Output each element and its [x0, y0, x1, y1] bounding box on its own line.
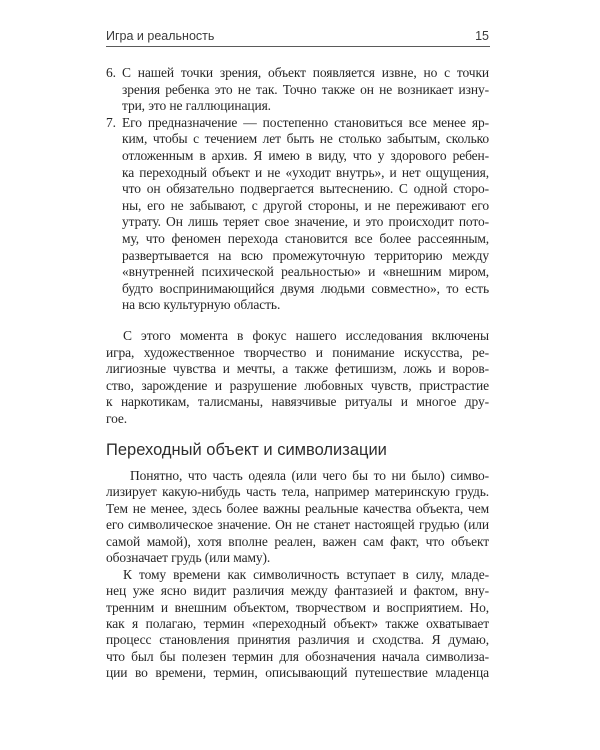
- text-line: самой мамой), хотя вполне реален, важен сам факт, что объект: [106, 533, 489, 549]
- text-line: тренним и внешним объектом, творчеством и восприятием. Но,: [106, 599, 489, 615]
- text-line: К тому времени как символичность вступает в силу, младе-: [123, 566, 489, 582]
- list-item-7: [106, 115, 489, 314]
- text-line: Его предназначение — постепенно становиться все менее яр-: [122, 114, 489, 130]
- text-line: ка переходный объект и не «уходит внутрь», и нет ощущения,: [122, 164, 489, 180]
- text-line: С нашей точки зрения, объект появляется извне, но с точки: [122, 65, 489, 80]
- page-number: 15: [475, 29, 489, 43]
- text-line: отложенным в архив. Я имею в виду, что у здорового ребен-: [122, 147, 489, 163]
- numbered-list: [106, 65, 489, 314]
- paragraph-symbolism-timing: [106, 567, 489, 682]
- text-line: му, что феномен перехода становится все более рассеянным,: [122, 230, 489, 246]
- text-line: лигиозные чувства и мечты, а также фетишизм, ложь и воров-: [106, 361, 489, 377]
- running-header: [106, 29, 489, 44]
- text-line: ство, зарождение и разрушение любовных чувств, пристрастие: [106, 377, 489, 393]
- text-line: нец уже ясно видит различия между фантазией и фактом, вну-: [106, 583, 489, 599]
- text-line: как я полагаю, термин «переходный объект» также охватывает: [106, 615, 489, 631]
- text-line: ким, чтобы с течением лет быть не столько забытым, сколько: [122, 131, 489, 147]
- text-line: развертывается на всю промежуточную территорию между: [122, 247, 489, 263]
- text-line: обозначает грудь (или маму).: [106, 550, 271, 566]
- text-line: будто воспринимающийся двумя людьми совместно», то есть: [122, 280, 489, 296]
- text-line: что был бы полезен термин для обозначения начала символиза-: [106, 648, 489, 664]
- section-heading: Переходный объект и символизации: [106, 441, 387, 459]
- text-line: Тем не менее, здесь более важны реальные качества объекта, чем: [106, 500, 489, 516]
- list-number: 6.: [106, 65, 116, 80]
- text-line: игра, художественное творчество и понимание искусства, ре-: [106, 344, 489, 360]
- text-line: к наркотикам, талисманы, навязчивые ритуалы и многое дру-: [106, 394, 489, 410]
- text-line: ны, его не забывают, с другой стороны, и не переживают его: [122, 197, 489, 213]
- text-line: утрату. Он лишь теряет свое значение, и это происходит пото-: [122, 214, 489, 230]
- list-item-6: [106, 65, 489, 115]
- text-line: три, это не галлюцинация.: [122, 98, 271, 114]
- text-line: на всю культурную область.: [122, 297, 281, 313]
- text-line: его символическое значение. Он не станет настоящей грудью (или: [106, 517, 489, 533]
- section-body: [106, 468, 489, 682]
- text-line: лизирует какую-нибудь часть тела, например материнскую грудь.: [106, 484, 489, 500]
- paragraph-focus-of-study: [106, 328, 489, 428]
- list-number: 7.: [106, 114, 116, 130]
- running-title: Игра и реальность: [106, 29, 215, 43]
- text-line: что он обязательно подвергается вытеснению. С одной сторо-: [122, 181, 489, 197]
- text-line: Понятно, что часть одеяла (или чего бы то ни было) симво-: [130, 468, 489, 483]
- text-line: зрения ребенка это не так. Точно также он не возникает изну-: [122, 81, 489, 97]
- text-line: «внутренней психической реальностью» и «внешним миром,: [122, 264, 489, 280]
- text-line: процесс становления принятия различия и сходства. Я думаю,: [106, 632, 489, 648]
- text-line: ции во времени, термин, описывающий путешествие младенца: [106, 665, 489, 681]
- text-line: С этого момента в фокус нашего исследования включены: [123, 328, 489, 343]
- header-divider: [106, 46, 490, 47]
- paragraph-blanket-symbolizes: [106, 468, 489, 567]
- text-line: гое.: [106, 410, 128, 426]
